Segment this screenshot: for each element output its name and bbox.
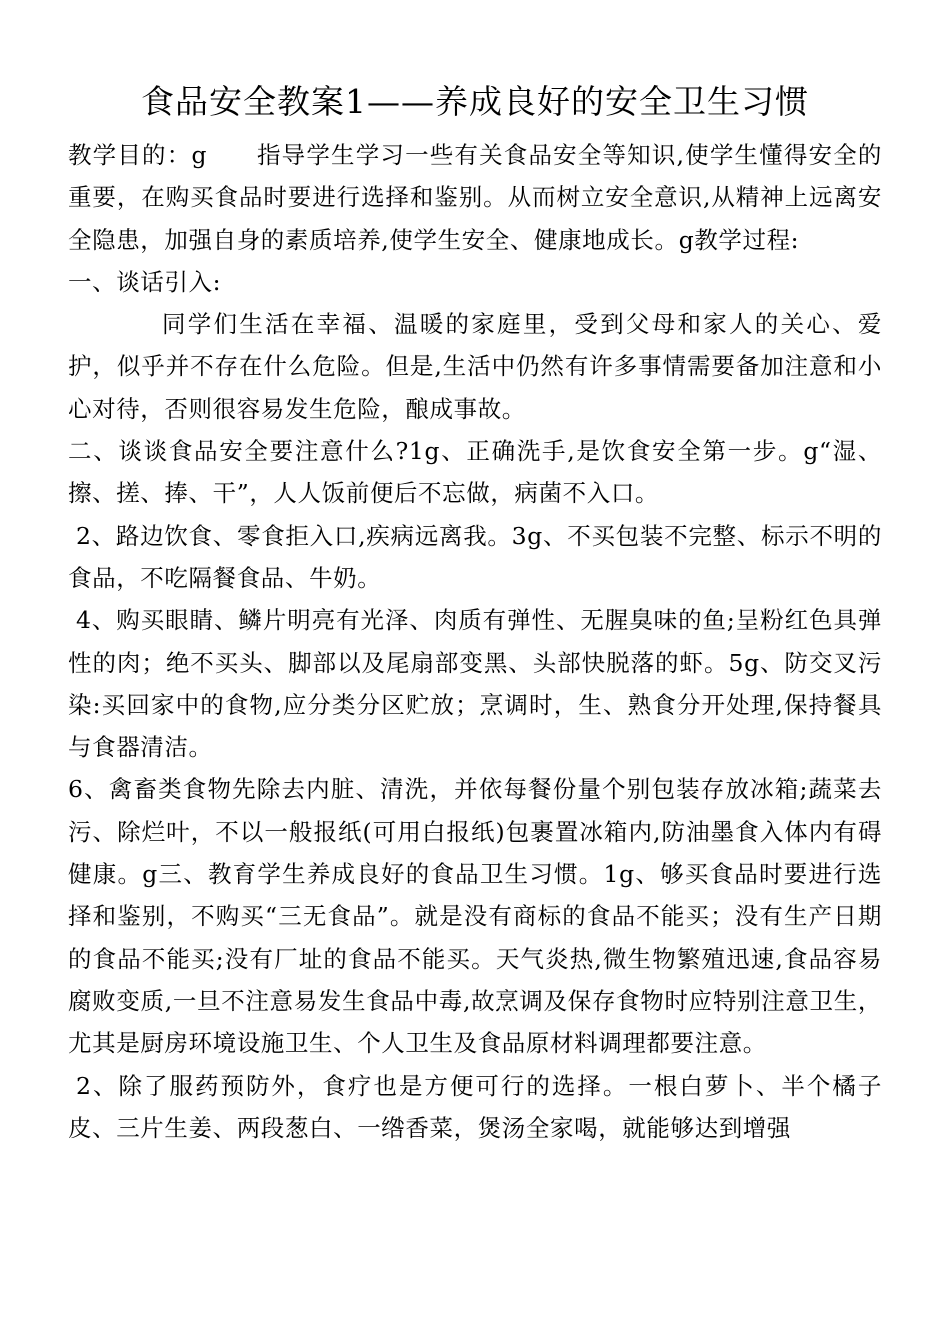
document-title: 食品安全教案1——养成良好的安全卫生习惯 [141, 82, 809, 121]
paragraph-food-therapy: 2、除了服药预防外，食疗也是方便可行的选择。一根白萝卜、半个橘子皮、三片生姜、两段葱白、一绺香菜，煲汤全家喝，就能够达到增强 [68, 1071, 882, 1142]
document-page [68, 70, 882, 1149]
paragraph-introduction: 同学们生活在幸福、温暖的家庭里，受到父母和家人的关心、爱护，似乎并不存在什么危险。但是,生活中仍然有许多事情需要备加注意和小心对待，否则很容易发生危险，酿成事故。 [68, 310, 882, 423]
paragraph-section-2: 二、谈谈食品安全要注意什么?1ց、正确洗手,是饮食安全第一步。ց“湿、擦、搓、捧、干”，人人饭前便后不忘做，病菌不入口。 [68, 437, 882, 508]
paragraph-item-4: 4、购买眼睛、鳞片明亮有光泽、肉质有弹性、无腥臭味的鱼;呈粉红色具弹性的肉；绝不买头、脚部以及尾扇部变黑、头部快脱落的虾。5ց、防交叉污染:买回家中的食物,应分类分区贮放；烹调时，生、熟食分开处理,保持餐具与食器清洁。 [68, 606, 882, 762]
paragraph-item-6: 6、禽畜类食物先除去内脏、清洗，并依每餐份量个别包装存放冰箱;蔬菜去污、除烂叶，不以一般报纸(可用白报纸)包裹置冰箱内,防油墨食入体内有碍健康。ց三、教育学生养成良好的食品卫生习惯。1ց、够买食品时要进行选择和鉴别，不购买“三无食品”。就是没有商标的食品不能买；没有生产日期的食品不能买;没有厂址的食品不能买。天气炎热,微生物繁殖迅速,食品容易腐败变质,一旦不注意易发生食品中毒,故烹调及保存食物时应特别注意卫生，尤其是厨房环境设施卫生、个人卫生及食品原材料调理都要注意。 [68, 775, 882, 1058]
paragraph-objective: 教学目的：ց 指导学生学习一些有关食品安全等知识,使学生懂得安全的重要，在购买食品时要进行选择和鉴别。从而树立安全意识,从精神上远离安全隐患，加强自身的素质培养,使学生安全、健康地成长。ց教学过程: [68, 141, 882, 254]
paragraph-item-2: 2、路边饮食、零食拒入口,疾病远离我。3ց、不买包装不完整、标示不明的食品，不吃隔餐食品、牛奶。 [68, 521, 882, 592]
paragraph-section-1-heading: 一、谈话引入: [68, 267, 222, 296]
